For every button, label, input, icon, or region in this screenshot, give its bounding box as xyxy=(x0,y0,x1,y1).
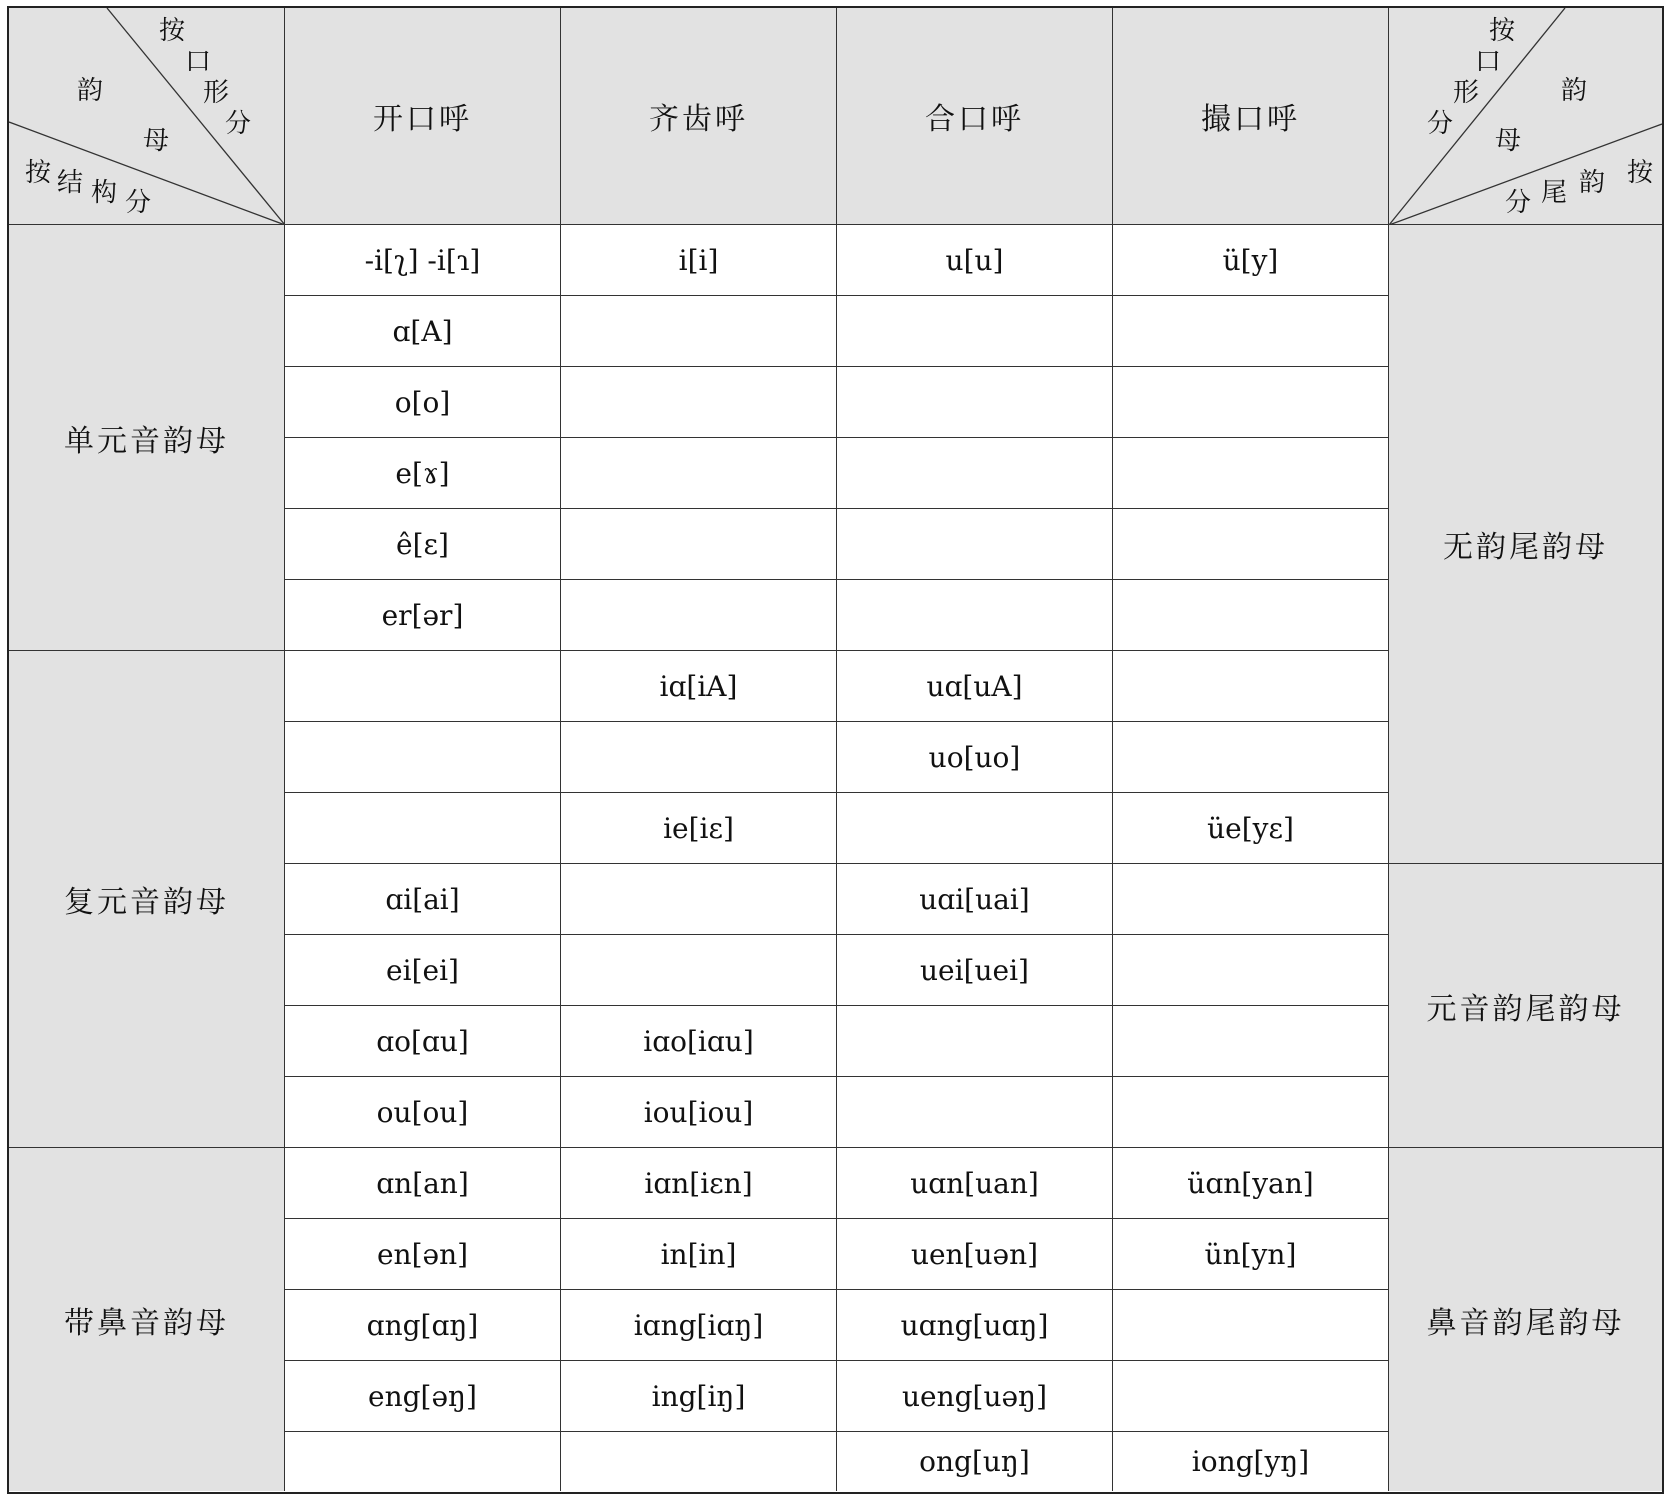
final-cell-cuokou xyxy=(1113,438,1389,509)
final-cell-kaikou: ei[ei] xyxy=(285,935,561,1006)
final-cell-cuokou xyxy=(1113,1361,1389,1432)
corner-header-left xyxy=(9,8,285,225)
final-cell-cuokou xyxy=(1113,1006,1389,1077)
corner-header-right xyxy=(1389,8,1662,225)
final-cell-qichi: iɑ[iA] xyxy=(561,651,837,722)
final-cell-cuokou xyxy=(1113,296,1389,367)
header-kaikouhu: 开口呼 xyxy=(285,8,561,225)
final-cell-cuokou: ü[y] xyxy=(1113,225,1389,296)
corner-right-top-char-3: 形 xyxy=(1453,78,1480,108)
corner-left-bottom-char-2: 结 xyxy=(57,168,84,198)
final-cell-kaikou: ɑi[ai] xyxy=(285,864,561,935)
corner-right-mid-char-2: 母 xyxy=(1495,126,1522,156)
final-cell-qichi: in[in] xyxy=(561,1219,837,1290)
final-cell-cuokou xyxy=(1113,651,1389,722)
final-cell-qichi xyxy=(561,296,837,367)
final-cell-kaikou xyxy=(285,651,561,722)
final-cell-qichi: iɑo[iɑu] xyxy=(561,1006,837,1077)
final-cell-kaikou: ê[ɛ] xyxy=(285,509,561,580)
final-cell-qichi xyxy=(561,864,837,935)
final-cell-hekou xyxy=(837,793,1113,864)
group-nasal-finals: 带鼻音韵母 xyxy=(9,1148,285,1491)
final-cell-qichi: iou[iou] xyxy=(561,1077,837,1148)
final-cell-cuokou: iong[yŋ] xyxy=(1113,1432,1389,1491)
final-cell-qichi xyxy=(561,580,837,651)
final-cell-kaikou: ɑng[ɑŋ] xyxy=(285,1290,561,1361)
corner-right-top-char-2: 口 xyxy=(1475,47,1502,77)
final-cell-hekou: ong[uŋ] xyxy=(837,1432,1113,1491)
final-cell-cuokou: üe[yɛ] xyxy=(1113,793,1389,864)
final-cell-hekou xyxy=(837,580,1113,651)
final-cell-kaikou: en[ən] xyxy=(285,1219,561,1290)
final-cell-hekou: uo[uo] xyxy=(837,722,1113,793)
group-no-coda-finals: 无韵尾韵母 xyxy=(1389,225,1662,864)
final-cell-hekou: uen[uən] xyxy=(837,1219,1113,1290)
final-cell-kaikou xyxy=(285,1432,561,1491)
final-cell-kaikou: ɑ[A] xyxy=(285,296,561,367)
corner-left-top-char-3: 形 xyxy=(203,78,230,108)
corner-right-top-char-1: 按 xyxy=(1489,16,1516,46)
corner-right-bottom-char-4: 分 xyxy=(1505,188,1532,218)
corner-right-bottom-char-1: 按 xyxy=(1627,158,1654,188)
final-cell-qichi: ie[iɛ] xyxy=(561,793,837,864)
final-cell-kaikou: o[o] xyxy=(285,367,561,438)
corner-left-top-char-4: 分 xyxy=(225,109,252,139)
corner-left-top-char-2: 口 xyxy=(185,47,212,77)
final-cell-cuokou xyxy=(1113,1290,1389,1361)
corner-left-mid-char-2: 母 xyxy=(143,126,170,156)
final-cell-hekou: u[u] xyxy=(837,225,1113,296)
final-cell-cuokou: üɑn[yan] xyxy=(1113,1148,1389,1219)
final-cell-kaikou: ou[ou] xyxy=(285,1077,561,1148)
corner-right-top-char-4: 分 xyxy=(1427,109,1454,139)
finals-table xyxy=(7,6,1664,1494)
final-cell-hekou xyxy=(837,1077,1113,1148)
corner-left-bottom-char-3: 构 xyxy=(91,178,118,208)
final-cell-kaikou xyxy=(285,793,561,864)
final-cell-qichi xyxy=(561,935,837,1006)
corner-left-bottom-char-4: 分 xyxy=(125,188,152,218)
final-cell-kaikou: e[ɤ] xyxy=(285,438,561,509)
header-hekouhu: 合口呼 xyxy=(837,8,1113,225)
corner-right-bottom-char-2: 韵 xyxy=(1579,168,1606,198)
corner-left-mid-char-1: 韵 xyxy=(77,76,104,106)
group-nasal-coda-finals: 鼻音韵尾韵母 xyxy=(1389,1148,1662,1491)
final-cell-cuokou: ün[yn] xyxy=(1113,1219,1389,1290)
header-qichihu: 齐齿呼 xyxy=(561,8,837,225)
final-cell-cuokou xyxy=(1113,864,1389,935)
corner-left-top-char-1: 按 xyxy=(159,16,186,46)
header-cuokouhu: 撮口呼 xyxy=(1113,8,1389,225)
final-cell-cuokou xyxy=(1113,580,1389,651)
final-cell-kaikou xyxy=(285,722,561,793)
final-cell-cuokou xyxy=(1113,722,1389,793)
final-cell-qichi xyxy=(561,438,837,509)
corner-left-bottom-char-1: 按 xyxy=(25,158,52,188)
final-cell-kaikou: er[ər] xyxy=(285,580,561,651)
final-cell-hekou: uɑn[uan] xyxy=(837,1148,1113,1219)
final-cell-kaikou: eng[əŋ] xyxy=(285,1361,561,1432)
final-cell-hekou xyxy=(837,438,1113,509)
group-compound-vowel-finals: 复元音韵母 xyxy=(9,651,285,1148)
final-cell-qichi xyxy=(561,722,837,793)
final-cell-cuokou xyxy=(1113,509,1389,580)
final-cell-hekou: ueng[uəŋ] xyxy=(837,1361,1113,1432)
final-cell-hekou: uɑng[uɑŋ] xyxy=(837,1290,1113,1361)
final-cell-cuokou xyxy=(1113,367,1389,438)
group-vowel-coda-finals: 元音韵尾韵母 xyxy=(1389,864,1662,1148)
corner-right-mid-char-1: 韵 xyxy=(1561,76,1588,106)
final-cell-hekou xyxy=(837,509,1113,580)
final-cell-hekou xyxy=(837,1006,1113,1077)
final-cell-qichi xyxy=(561,1432,837,1491)
final-cell-hekou xyxy=(837,296,1113,367)
final-cell-qichi: iɑng[iɑŋ] xyxy=(561,1290,837,1361)
final-cell-qichi xyxy=(561,509,837,580)
final-cell-qichi: iɑn[iɛn] xyxy=(561,1148,837,1219)
final-cell-qichi: i[i] xyxy=(561,225,837,296)
final-cell-cuokou xyxy=(1113,935,1389,1006)
final-cell-hekou: uɑi[uai] xyxy=(837,864,1113,935)
corner-right-bottom-char-3: 尾 xyxy=(1541,178,1568,208)
final-cell-cuokou xyxy=(1113,1077,1389,1148)
final-cell-hekou xyxy=(837,367,1113,438)
final-cell-kaikou: -i[ʅ] -i[ɿ] xyxy=(285,225,561,296)
final-cell-hekou: uei[uei] xyxy=(837,935,1113,1006)
final-cell-hekou: uɑ[uA] xyxy=(837,651,1113,722)
final-cell-kaikou: ɑn[an] xyxy=(285,1148,561,1219)
final-cell-qichi: ing[iŋ] xyxy=(561,1361,837,1432)
group-simple-vowel-finals: 单元音韵母 xyxy=(9,225,285,651)
final-cell-qichi xyxy=(561,367,837,438)
final-cell-kaikou: ɑo[ɑu] xyxy=(285,1006,561,1077)
